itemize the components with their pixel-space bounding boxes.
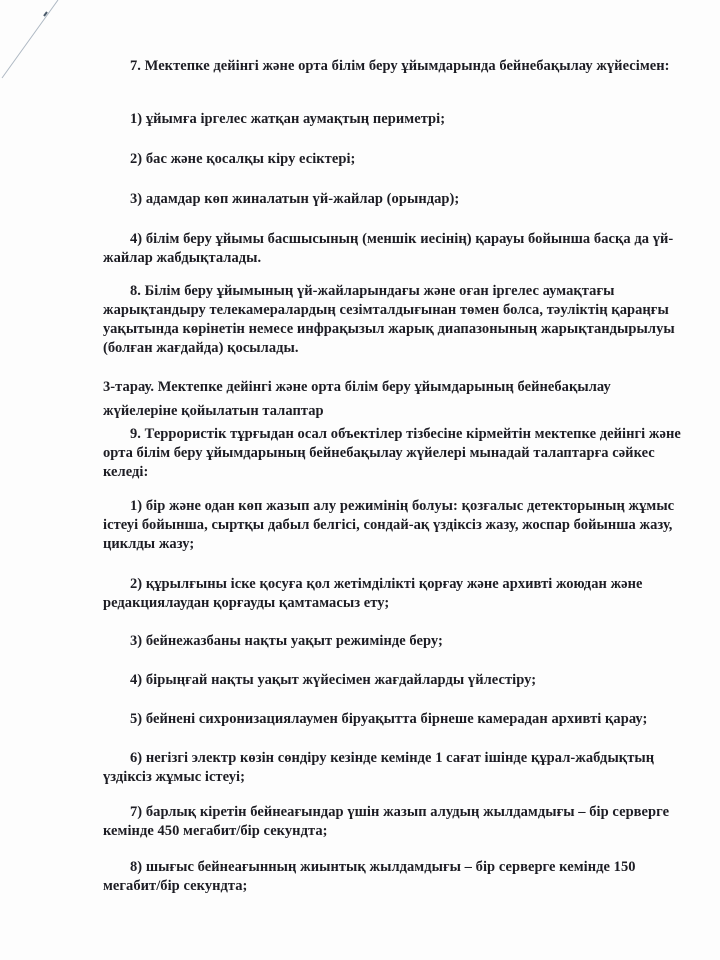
- pen-stroke-mark: [0, 0, 120, 90]
- paragraph-7-item-1: 1) ұйымға іргелес жатқан аумақтың периметрі;: [130, 111, 446, 127]
- chapter-3-heading-line-2: жүйелеріне қойылатын талаптар: [103, 403, 324, 419]
- paragraph-9-item-4: 4) бірыңғай нақты уақыт жүйесімен жағдайларды үйлестіру;: [130, 672, 537, 688]
- chapter-3-heading-line-1: 3-тарау. Мектепке дейінгі және орта білім беру ұйымдарының бейнебақылау: [103, 379, 611, 395]
- paragraph-9-item-5: 5) бейнені сихронизациялаумен біруақытта бірнеше камерадан архивті қарау;: [130, 711, 648, 727]
- paragraph-8: 8. Білім беру ұйымының үй-жайларындағы және оған іргелес аумақтағы жарықтандыру телекамералардың сезімталдығынан төмен болса, тәуліктің қараңғы уақытында көрінетін немесе инфрақызыл жарық диапазонының жарықтандырылуы (болған жағдайда) қосылады.: [103, 283, 675, 356]
- paragraph-9-item-3: 3) бейнежазбаны нақты уақыт режимінде беру;: [130, 633, 443, 649]
- paragraph-7: 7. Мектепке дейінгі және орта білім беру ұйымдарында бейнебақылау жүйесімен:: [130, 58, 670, 74]
- paragraph-9-item-7: 7) барлық кіретін бейнеағындар үшін жазып алудың жылдамдығы – бір серверге кемінде 450 мегабит/бір секундта;: [103, 804, 670, 839]
- paragraph-9-item-1: 1) бір және одан көп жазып алу режимінің болуы: қозғалыс детекторының жұмыс істеуі бойынша, сыртқы дабыл белгісі, сондай-ақ үздіксіз жазу, жоспар бойынша жазу, циклды жазу;: [103, 498, 675, 552]
- paragraph-9-item-2: 2) құрылғыны іске қосуға қол жетімділікті қорғау және архивті жоюдан және редакциялаудан қорғауды қамтамасыз ету;: [103, 576, 643, 611]
- paragraph-9-item-8: 8) шығыс бейнеағынның жиынтық жылдамдығы – бір серверге кемінде 150 мегабит/бір секундта;: [103, 859, 636, 894]
- paragraph-9-item-6: 6) негізгі электр көзін сөндіру кезінде кемінде 1 сағат ішінде құрал-жабдықтың үздіксіз жұмыс істеуі;: [103, 750, 655, 785]
- paragraph-7-item-2: 2) бас және қосалқы кіру есіктері;: [130, 151, 356, 167]
- paragraph-7-item-4: 4) білім беру ұйымы басшысының (меншік иесінің) қарауы бойынша басқа да үй-жайлар жабдықталады.: [103, 231, 674, 266]
- paragraph-9: 9. Террористік тұрғыдан осал объектілер тізбесіне кірмейтін мектепке дейінгі және орта білім беру ұйымдарының бейнебақылау жүйелері мынадай талаптарға сәйкес келеді:: [103, 426, 681, 480]
- paragraph-7-item-3: 3) адамдар көп жиналатын үй-жайлар (орындар);: [130, 191, 460, 207]
